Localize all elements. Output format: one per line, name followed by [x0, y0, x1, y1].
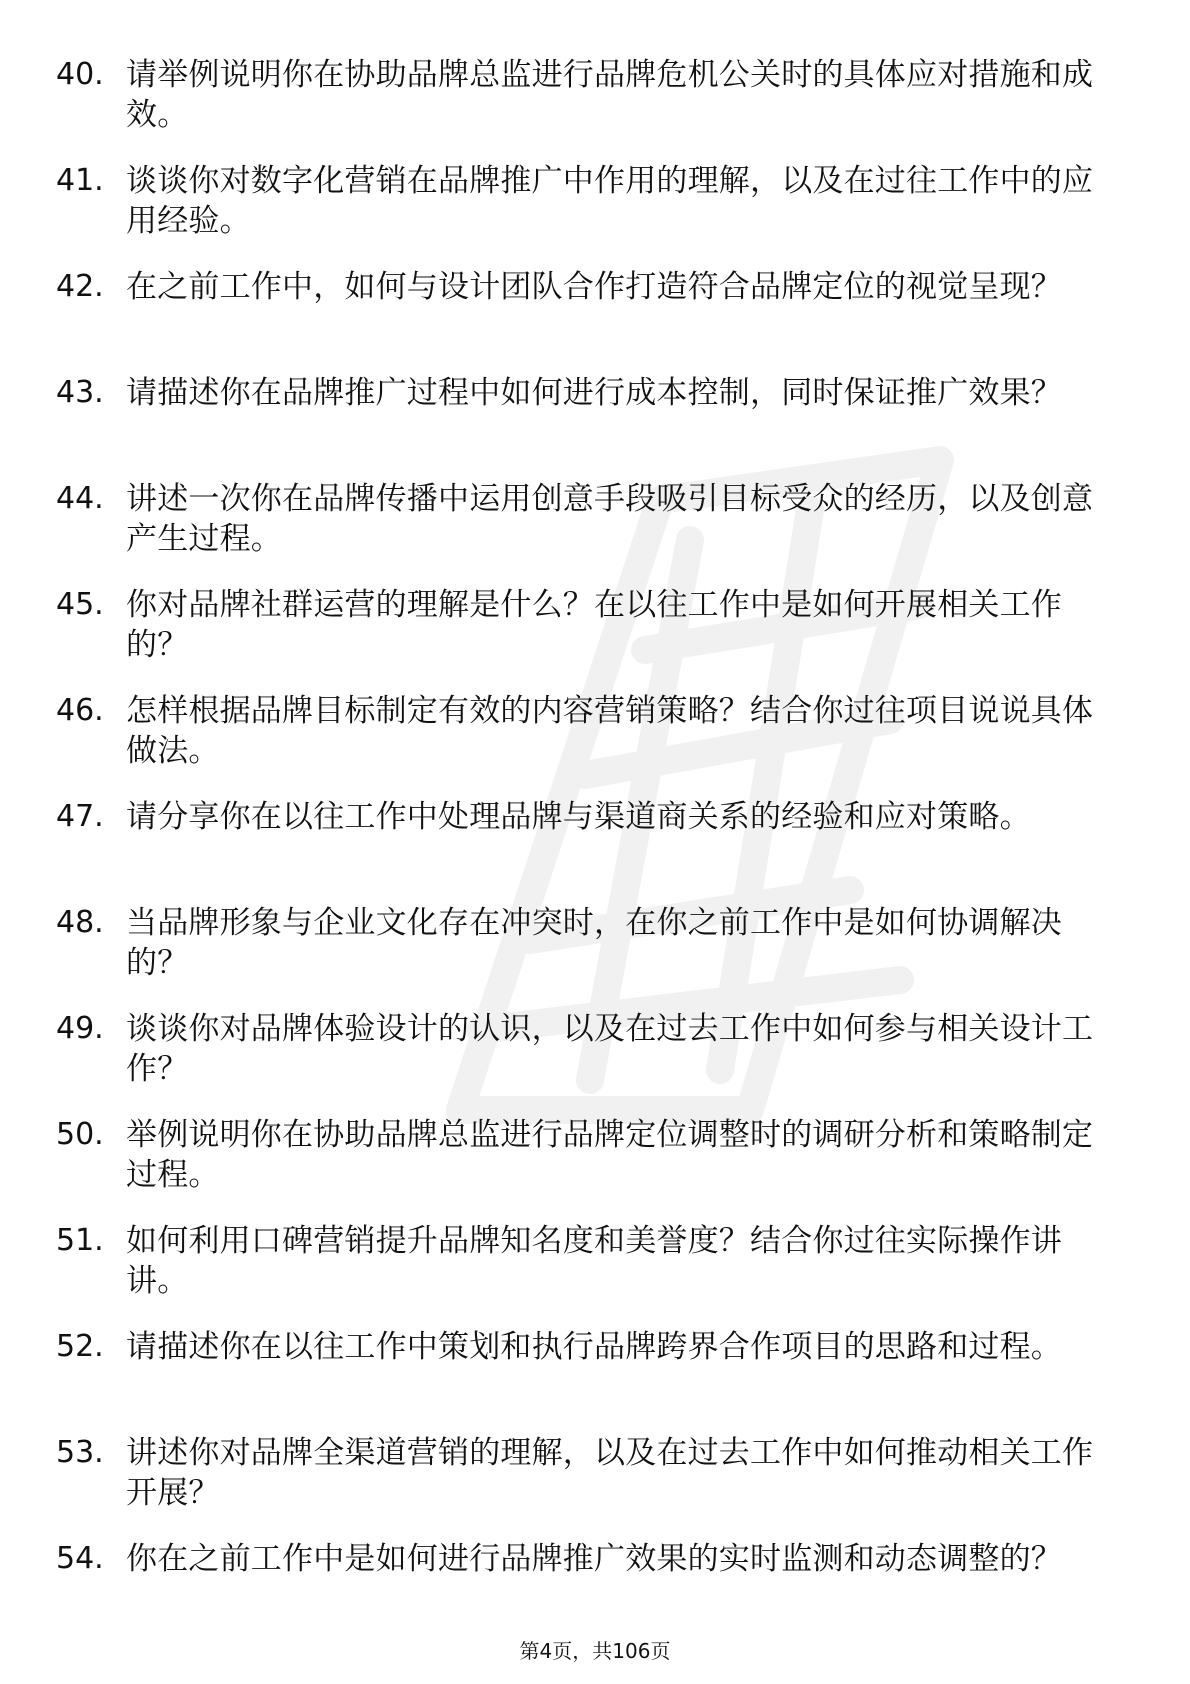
- question-number: 50.: [56, 1117, 104, 1152]
- question-item-40: [56, 55, 1116, 161]
- question-number: 52.: [56, 1329, 104, 1364]
- question-item-44: [56, 479, 1116, 585]
- question-number: 40.: [56, 57, 104, 92]
- question-item-50: [56, 1115, 1116, 1221]
- question-item-49: [56, 1009, 1116, 1115]
- question-text: 谈谈你对数字化营销在品牌推广中作用的理解，以及在过往工作中的应用经验。: [126, 163, 1094, 239]
- question-text: 讲述你对品牌全渠道营销的理解，以及在过去工作中如何推动相关工作开展？: [126, 1435, 1094, 1511]
- question-number: 43.: [56, 375, 104, 410]
- question-text: 举例说明你在协助品牌总监进行品牌定位调整时的调研分析和策略制定过程。: [126, 1117, 1094, 1193]
- question-number: 44.: [56, 481, 104, 516]
- question-text: 如何利用口碑营销提升品牌知名度和美誉度？结合你过往实际操作讲讲。: [126, 1223, 1062, 1299]
- question-text: 谈谈你对品牌体验设计的认识，以及在过去工作中如何参与相关设计工作？: [126, 1011, 1094, 1087]
- question-number: 54.: [56, 1541, 104, 1576]
- question-item-41: [56, 161, 1116, 267]
- question-item-48: [56, 903, 1116, 1009]
- question-number: 41.: [56, 163, 104, 198]
- question-number: 51.: [56, 1223, 104, 1258]
- question-text: 怎样根据品牌目标制定有效的内容营销策略？结合你过往项目说说具体做法。: [126, 693, 1094, 769]
- question-item-54: [56, 1539, 1116, 1645]
- question-text: 请分享你在以往工作中处理品牌与渠道商关系的经验和应对策略。: [126, 799, 1031, 835]
- question-item-53: [56, 1433, 1116, 1539]
- question-item-45: [56, 585, 1116, 691]
- question-text: 当品牌形象与企业文化存在冲突时，在你之前工作中是如何协调解决的？: [126, 905, 1062, 981]
- question-number: 49.: [56, 1011, 104, 1046]
- page-footer: 第4页，共106页: [519, 1639, 671, 1663]
- question-item-46: [56, 691, 1116, 797]
- question-number: 42.: [56, 269, 104, 304]
- question-number: 47.: [56, 799, 104, 834]
- question-text: 请举例说明你在协助品牌总监进行品牌危机公关时的具体应对措施和成效。: [126, 57, 1094, 133]
- question-item-51: [56, 1221, 1116, 1327]
- question-item-43: [56, 373, 1116, 479]
- question-number: 53.: [56, 1435, 104, 1470]
- question-text: 你在之前工作中是如何进行品牌推广效果的实时监测和动态调整的？: [126, 1541, 1062, 1577]
- question-text: 请描述你在以往工作中策划和执行品牌跨界合作项目的思路和过程。: [126, 1329, 1062, 1365]
- question-list: [56, 55, 1116, 1645]
- question-number: 46.: [56, 693, 104, 728]
- question-item-42: [56, 267, 1116, 373]
- question-text: 你对品牌社群运营的理解是什么？在以往工作中是如何开展相关工作的？: [126, 587, 1062, 663]
- question-text: 在之前工作中，如何与设计团队合作打造符合品牌定位的视觉呈现？: [126, 269, 1062, 305]
- question-item-52: [56, 1327, 1116, 1433]
- question-item-47: [56, 797, 1116, 903]
- question-number: 48.: [56, 905, 104, 940]
- question-text: 请描述你在品牌推广过程中如何进行成本控制，同时保证推广效果？: [126, 375, 1062, 411]
- question-number: 45.: [56, 587, 104, 622]
- question-text: 讲述一次你在品牌传播中运用创意手段吸引目标受众的经历，以及创意产生过程。: [126, 481, 1094, 557]
